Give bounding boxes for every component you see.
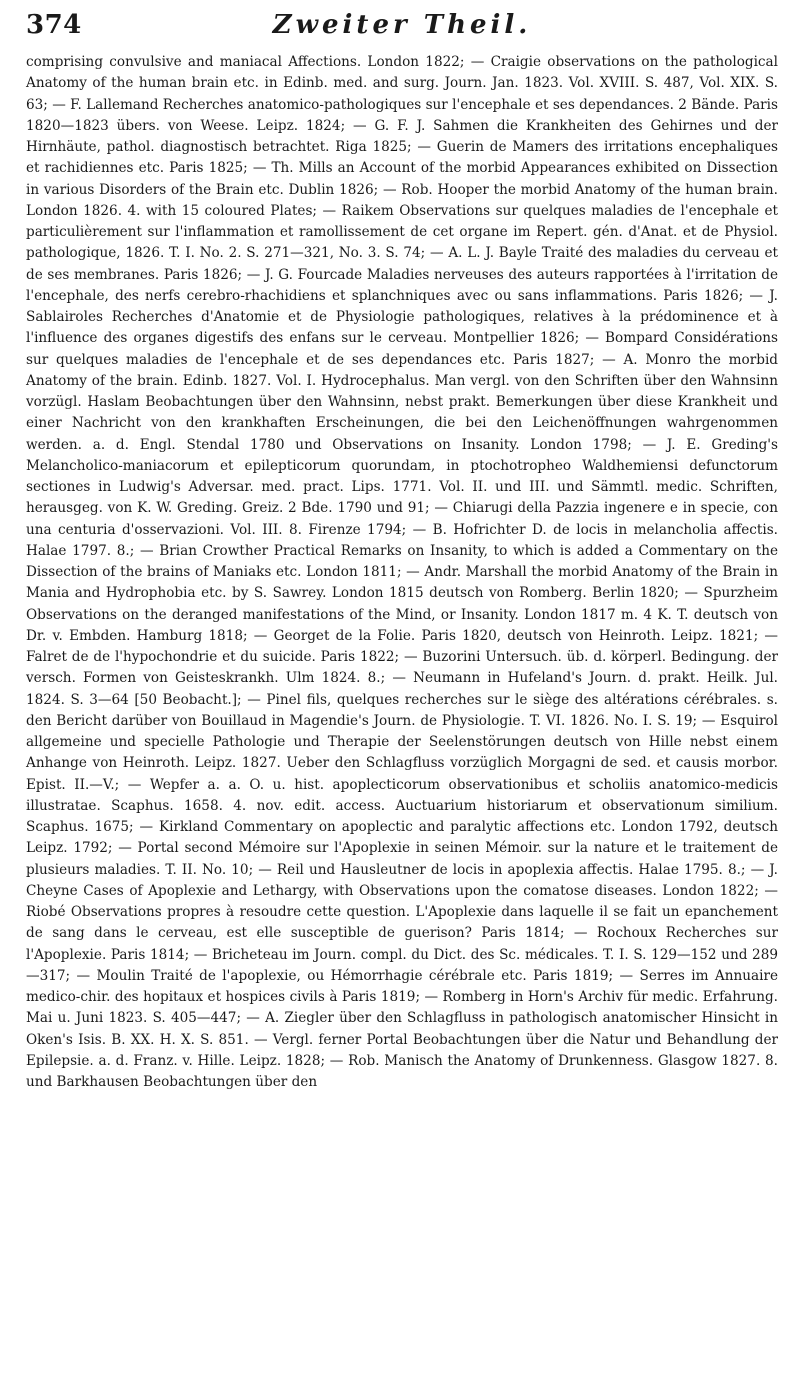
book-page xyxy=(26,8,778,1368)
bibliography-paragraph: comprising convulsive and maniacal Affections. London 1822; — Craigie observations on the pathological Anatomy of the human brain etc. in Edinb. med. and surg. Journ. Jan. 1823. Vol. XVIII. S. 487, Vol. XIX. S. 63; — F. Lallemand Recherches anatomico-pathologiques sur l'encephale et ses dependances. 2 Bände. Paris 1820—1823 übers. von Weese. Leipz. 1824; — G. F. J. Sahmen die Krankheiten des Gehirnes und der Hirnhäute, pathol. diagnostisch betrachtet. Riga 1825; — Guerin de Mamers des irritations encephaliques et rachidiennes etc. Paris 1825; — Th. Mills an Account of the morbid Appearances exhibited on Dissection in various Disorders of the Brain etc. Dublin 1826; — Rob. Hooper the morbid Anatomy of the human brain. London 1826. 4. with 15 coloured Plates; — Raikem Observations sur quelques maladies de l'encephale et particulièrement sur l'inflammation et ramollissement de cet organe im Repert. gén. d'Anat. et de Physiol. pathologique, 1826. T. I. No. 2. S. 271—321, No. 3. S. 74; — A. L. J. Bayle Traité des maladies du cerveau et de ses membranes. Paris 1826; — J. G. Fourcade Maladies nerveuses des auteurs rapportées à l'irritation de l'encephale, des nerfs cerebro-rhachidiens et splanchniques avec ou sans inflammations. Paris 1826; — J. Sablairoles Recherches d'Anatomie et de Physiologie pathologiques, relatives à la prédominence et à l'influence des organes digestifs des enfans sur le cerveau. Montpellier 1826; — Bompard Considérations sur quelques maladies de l'encephale et de ses dependances etc. Paris 1827; — A. Monro the morbid Anatomy of the brain. Edinb. 1827. Vol. I. Hydrocephalus. Man vergl. von den Schriften über den Wahnsinn vorzügl. Haslam Beobachtungen über den Wahnsinn, nebst prakt. Bemerkungen über diese Krankheit und einer Nachricht von den krankhaften Erscheinungen, die bei den Leichenöffnungen wahrgenommen werden. a. d. Engl. Stendal 1780 und Observations on Insanity. London 1798; — J. E. Greding's Melancholico-maniacorum et epilepticorum quorundam, in ptochotropheo Waldhemiensi defunctorum sectiones in Ludwig's Adversar. med. pract. Lips. 1771. Vol. II. und III. und Sämmtl. medic. Schriften, herausgeg. von K. W. Greding. Greiz. 2 Bde. 1790 und 91; — Chiarugi della Pazzia ingenere e in specie, con una centuria d'osservazioni. Vol. III. 8. Firenze 1794; — B. Hofrichter D. de locis in melancholia affectis. Halae 1797. 8.; — Brian Crowther Practical Remarks on Insanity, to which is added a Commentary on the Dissection of the brains of Maniaks etc. London 1811; — Andr. Marshall the morbid Anatomy of the Brain in Mania and Hydrophobia etc. by S. Sawrey. London 1815 deutsch von Romberg. Berlin 1820; — Spurzheim Observations on the deranged manifestations of the Mind, or Insanity. London 1817 m. 4 K. T. deutsch von Dr. v. Embden. Hamburg 1818; — Georget de la Folie. Paris 1820, deutsch von Heinroth. Leipz. 1821; — Falret de de l'hypochondrie et du suicide. Paris 1822; — Buzorini Untersuch. üb. d. körperl. Bedingung. der versch. Formen von Geisteskrankh. Ulm 1824. 8.; — Neumann in Hufeland's Journ. d. prakt. Heilk. Jul. 1824. S. 3—64 [50 Beobacht.]; — Pinel fils, quelques recherches sur le siège des altérations cérébrales. s. den Bericht darüber von Bouillaud in Magendie's Journ. de Physiologie. T. VI. 1826. No. I. S. 19; — Esquirol allgemeine und specielle Pathologie und Therapie der Seelenstörungen deutsch von Hille nebst einem Anhange von Heinroth. Leipz. 1827. Ueber den Schlagfluss vorzüglich Morgagni de sed. et causis morbor. Epist. II.—V.; — Wepfer a. a. O. u. hist. apoplecticorum observationibus et scholiis anatomico-medicis illustratae. Scaphus. 1658. 4. nov. edit. access. Auctuarium historiarum et observationum similium. Scaphus. 1675; — Kirkland Commentary on apoplectic and paralytic affections etc. London 1792, deutsch Leipz. 1792; — Portal second Mémoire sur l'Apoplexie in seinen Mémoir. sur la nature et le traitement de plusieurs maladies. T. II. No. 10; — Reil und Hausleutner de locis in apoplexia affectis. Halae 1795. 8.; — J. Cheyne Cases of Apoplexie and Lethargy, with Observations upon the comatose diseases. London 1822; — Riobé Observations propres à resoudre cette question. L'Apoplexie dans laquelle il se fait un epanchement de sang dans le cerveau, est elle susceptible de guerison? Paris 1814; — Rochoux Recherches sur l'Apoplexie. Paris 1814; — Bricheteau im Journ. compl. du Dict. des Sc. médicales. T. I. S. 129—152 und 289—317; — Moulin Traité de l'apoplexie, ou Hémorrhagie cérébrale etc. Paris 1819; — Serres im Annuaire medico-chir. des hopitaux et hospices civils à Paris 1819; — Romberg in Horn's Archiv für medic. Erfahrung. Mai u. Juni 1823. S. 405—447; — A. Ziegler über den Schlagfluss in pathologisch anatomischer Hinsicht in Oken's Isis. B. XX. H. X. S. 851. — Vergl. ferner Portal Beobachtungen über die Natur und Behandlung der Epilepsie. a. d. Franz. v. Hille. Leipz. 1828; — Rob. Manisch the Anatomy of Drunkenness. Glasgow 1827. 8. und Barkhausen Beobachtungen über den xyxy=(26,54,778,1090)
page-number: 374 xyxy=(26,10,82,40)
page-header xyxy=(26,8,778,52)
running-head: Zweiter Theil. xyxy=(272,10,532,40)
